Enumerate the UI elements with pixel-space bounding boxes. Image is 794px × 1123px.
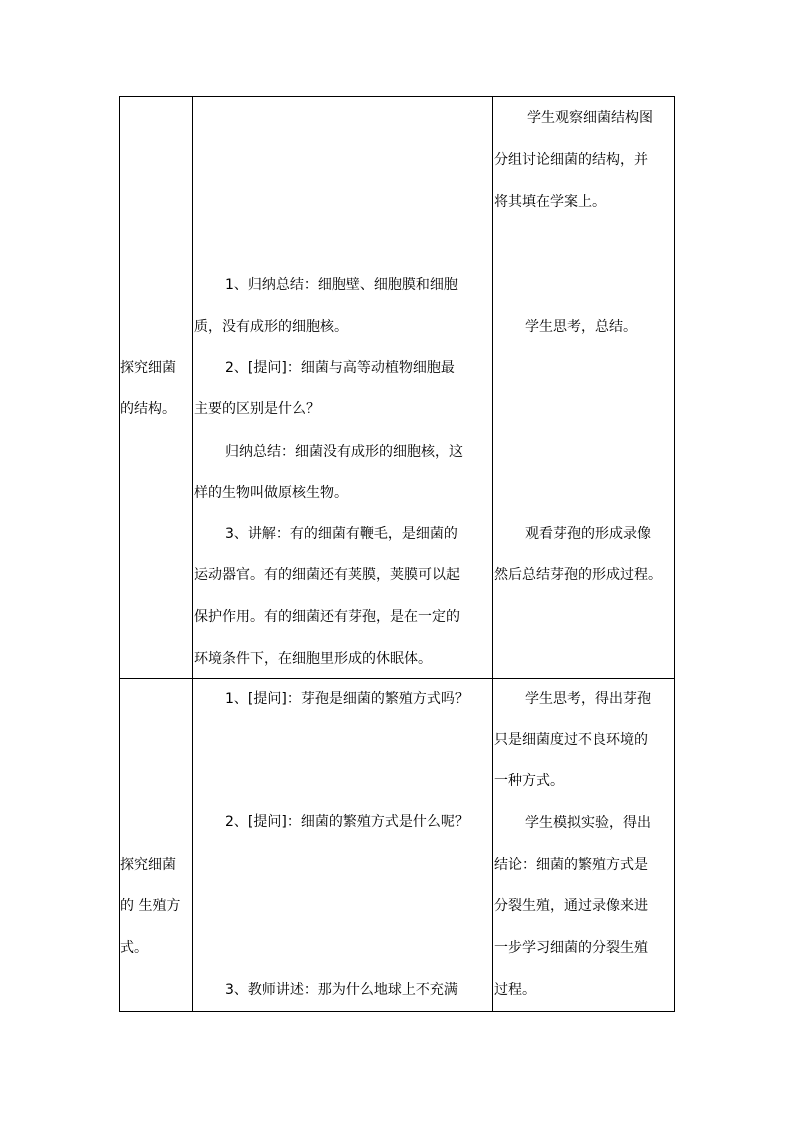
topic-line: 式。 xyxy=(120,940,148,956)
topic-cell xyxy=(120,679,192,1011)
text-line: 一种方式。 xyxy=(494,773,564,789)
text-line: 学生模拟实验，得出 xyxy=(525,815,651,831)
text-line: 主要的区别是什么？ xyxy=(194,401,320,417)
text-line: 将其填在学案上。 xyxy=(494,194,606,210)
student-activity-cell xyxy=(494,96,674,678)
text-line: 分裂生殖，通过录像来进 xyxy=(494,898,648,914)
text-line: 观看芽孢的形成录像 xyxy=(525,526,651,542)
text-line: 1、[提问]：芽孢是细菌的繁殖方式吗？ xyxy=(225,691,469,707)
text-line: 学生观察细菌结构图 xyxy=(527,110,653,126)
text-line: 样的生物叫做原核生物。 xyxy=(194,485,348,501)
text-line: 运动器官。有的细菌还有荚膜，荚膜可以起 xyxy=(194,567,460,583)
text-line: 过程。 xyxy=(494,982,536,998)
text-line: 环境条件下，在细胞里形成的休眠体。 xyxy=(194,651,432,667)
text-line: 2、[提问]：细菌的繁殖方式是什么呢？ xyxy=(225,814,469,830)
text-line: 然后总结芽孢的形成过程。 xyxy=(494,567,662,583)
lesson-table xyxy=(119,96,675,1012)
text-line: 质，没有成形的细胞核。 xyxy=(194,319,348,335)
column-divider-1 xyxy=(192,96,193,1012)
table-border-bottom xyxy=(119,1011,675,1012)
text-line: 保护作用。有的细菌还有芽孢，是在一定的 xyxy=(194,609,460,625)
topic-line: 的 生殖方 xyxy=(120,898,181,914)
text-line: 1、归纳总结：细胞壁、细胞膜和细胞 xyxy=(225,277,458,293)
topic-line: 探究细菌 xyxy=(120,360,176,376)
teacher-activity-cell xyxy=(194,96,492,678)
text-line: 一步学习细菌的分裂生殖 xyxy=(494,940,648,956)
table-border-right xyxy=(674,96,675,1012)
teacher-activity-cell xyxy=(194,679,492,1011)
text-line: 结论：细菌的繁殖方式是 xyxy=(494,857,648,873)
text-line: 3、讲解：有的细菌有鞭毛，是细菌的 xyxy=(225,526,458,542)
topic-cell xyxy=(120,96,192,678)
text-line: 学生思考，总结。 xyxy=(525,319,637,335)
text-line: 学生思考，得出芽孢 xyxy=(525,691,651,707)
text-line: 归纳总结：细菌没有成形的细胞核，这 xyxy=(225,444,463,460)
text-line: 3、教师讲述：那为什么地球上不充满 xyxy=(225,982,458,998)
student-activity-cell xyxy=(494,679,674,1011)
text-line: 2、[提问]：细菌与高等动植物细胞最 xyxy=(225,360,455,376)
topic-line: 的结构。 xyxy=(120,401,176,417)
text-line: 分组讨论细菌的结构，并 xyxy=(494,152,648,168)
text-line: 只是细菌度过不良环境的 xyxy=(494,732,648,748)
topic-line: 探究细菌 xyxy=(120,857,176,873)
column-divider-2 xyxy=(492,96,493,1012)
